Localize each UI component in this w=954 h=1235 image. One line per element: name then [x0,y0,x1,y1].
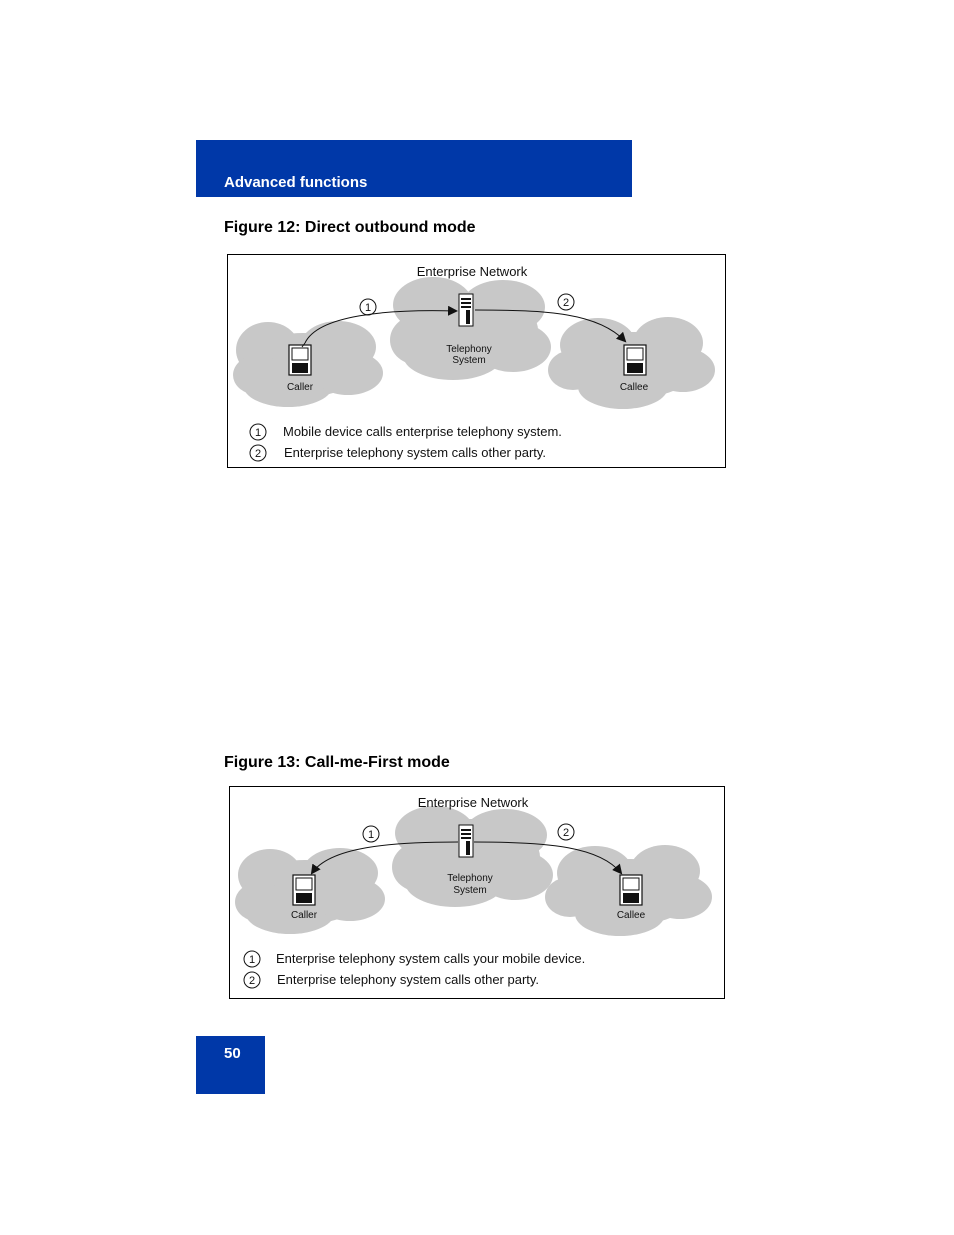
figure-12 [227,254,726,468]
callee-label: Callee [619,382,649,393]
svg-text:2: 2 [562,297,570,309]
figure-13-caption: Figure 13: Call-me-First mode [224,754,450,771]
system-label-line2: System [452,355,486,366]
caller-label: Caller [286,382,314,393]
page-number-badge [196,1036,265,1094]
svg-text:Enterprise telephony system ca: Enterprise telephony system calls other party. [284,445,547,460]
header-band [196,140,632,197]
caller-phone-icon [293,875,315,905]
legend-item-2 [244,972,539,988]
legend-item-1 [250,424,562,440]
svg-text:2: 2 [562,827,570,839]
step-1-marker [363,826,379,842]
section-title: Advanced functions [224,174,368,191]
figure-12-diagram [228,255,725,467]
system-label-line1: Telephony [446,344,492,355]
system-label-line2: System [453,885,487,896]
step-2-marker [558,824,574,840]
svg-text:2: 2 [248,975,256,987]
figure-13-diagram [230,787,724,998]
caller-phone-icon [289,345,311,375]
telephony-system-icon [459,294,473,326]
legend-item-1 [244,951,585,967]
legend-item-2 [250,445,546,461]
step-1-marker [360,299,376,315]
svg-text:1: 1 [248,954,256,966]
svg-text:1: 1 [254,427,262,439]
svg-text:1: 1 [367,829,375,841]
telephony-system-icon [459,825,473,857]
svg-text:Mobile device calls enterprise: Mobile device calls enterprise telephony system. [283,424,562,439]
network-label: Enterprise Network [416,264,528,279]
step-2-marker [558,294,574,310]
svg-text:2: 2 [254,448,262,460]
callee-label: Callee [616,910,646,921]
callee-phone-icon [624,345,646,375]
figure-13 [229,786,725,999]
system-label-line1: Telephony [447,873,493,884]
callee-phone-icon [620,875,642,905]
svg-text:1: 1 [364,302,372,314]
figure-12-caption: Figure 12: Direct outbound mode [224,219,476,236]
network-label: Enterprise Network [417,795,529,810]
caller-label: Caller [290,910,318,921]
svg-text:Enterprise telephony system ca: Enterprise telephony system calls your mobile device. [276,951,586,966]
page-number: 50 [224,1045,241,1062]
svg-text:Enterprise telephony system ca: Enterprise telephony system calls other party. [277,972,540,987]
